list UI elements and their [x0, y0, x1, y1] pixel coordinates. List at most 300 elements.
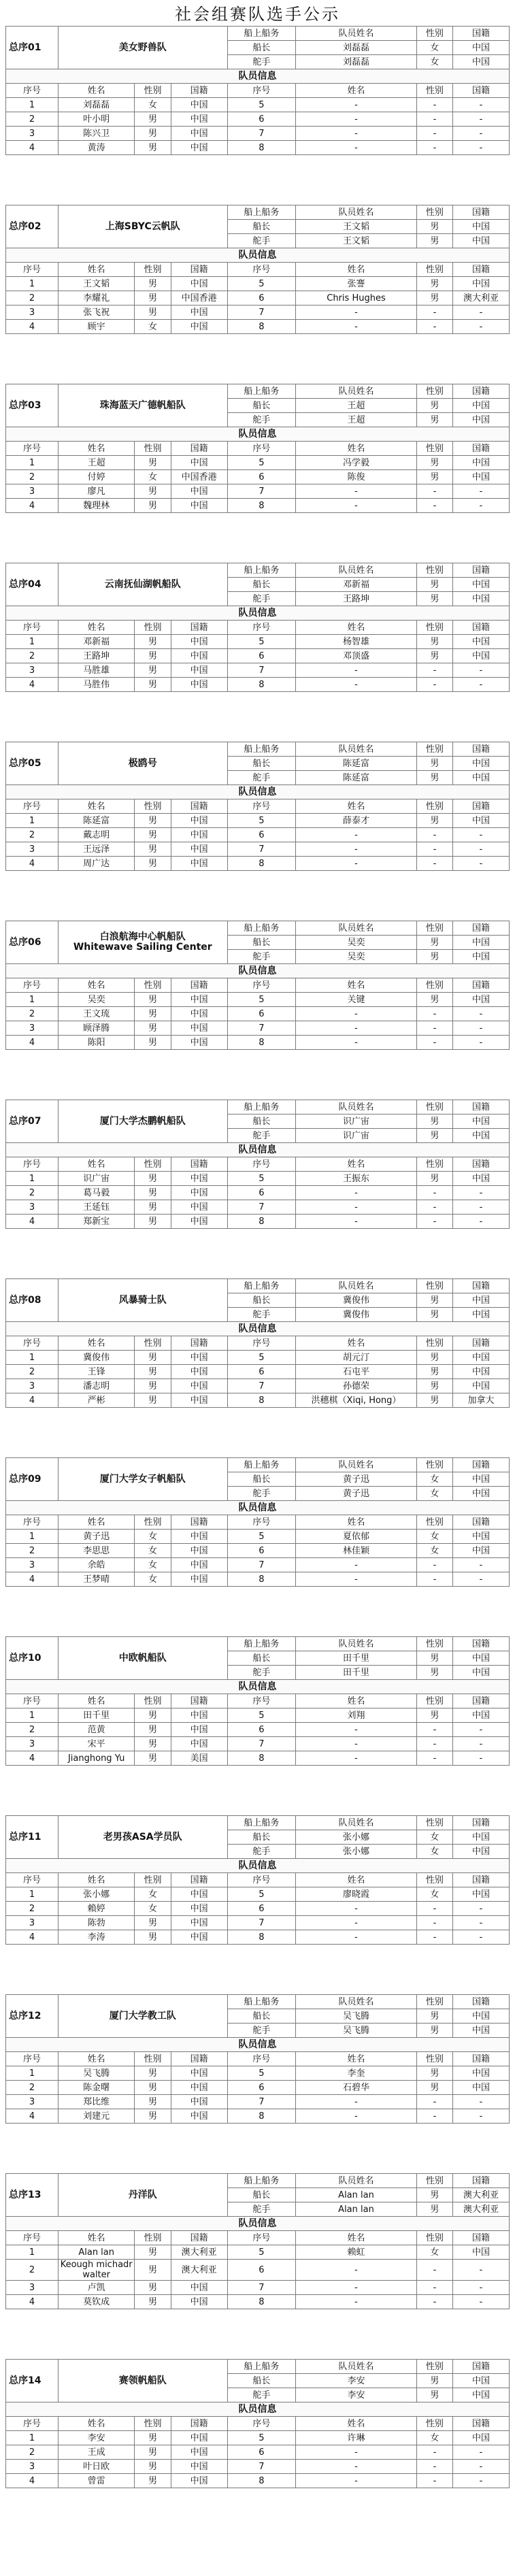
member-gender: 男: [135, 1365, 171, 1379]
member-row: [6, 1393, 510, 1408]
team-name-text: 丹洋队: [128, 2189, 157, 2200]
member-nationality: -: [453, 320, 510, 334]
member-seq: 6: [227, 2081, 296, 2095]
crew-header: 船上船务: [227, 205, 296, 220]
member-seq: 2: [6, 112, 59, 127]
member-name: 石屯平: [296, 1365, 417, 1379]
member-name: -: [296, 2295, 417, 2309]
team-order: 总序09: [6, 1458, 59, 1501]
member-seq: 4: [6, 1930, 59, 1945]
member-nationality: -: [453, 2445, 510, 2460]
member-nationality: -: [453, 842, 510, 857]
member-name: 冯学毅: [296, 456, 417, 470]
member-nationality: 中国: [171, 1723, 227, 1737]
member-gender: -: [416, 1186, 452, 1200]
member-seq: 6: [227, 649, 296, 663]
captain-name: 黄子迅: [296, 1472, 417, 1487]
member-seq: 1: [6, 2431, 59, 2445]
member-name: 卢凯: [58, 2281, 134, 2295]
column-header: 序号: [227, 799, 296, 814]
member-seq: 1: [6, 1530, 59, 1544]
member-nationality: -: [453, 1186, 510, 1200]
column-header: 国籍: [453, 1157, 510, 1172]
member-gender: -: [416, 320, 452, 334]
member-gender: 男: [416, 993, 452, 1007]
member-gender: 男: [135, 993, 171, 1007]
member-nationality: 中国: [453, 1530, 510, 1544]
role-helm: 舵手: [227, 771, 296, 785]
member-nationality: 中国: [453, 1379, 510, 1393]
member-name: 王文琉: [58, 1007, 134, 1021]
team-info-header: 队员信息: [6, 1859, 510, 1873]
member-seq: 3: [6, 1558, 59, 1572]
member-seq: 6: [227, 291, 296, 306]
member-nationality: 中国: [171, 842, 227, 857]
column-header: 姓名: [296, 978, 417, 993]
column-header: 国籍: [453, 2231, 510, 2245]
crew-header: 船上船务: [227, 1816, 296, 1830]
role-captain: 船长: [227, 1114, 296, 1129]
member-nationality: 澳大利亚: [171, 2245, 227, 2260]
member-gender: -: [416, 2474, 452, 2488]
member-seq: 5: [227, 1172, 296, 1186]
member-nationality: 中国: [171, 1902, 227, 1916]
member-name-header: 队员姓名: [296, 742, 417, 757]
team-order: 总序11: [6, 1816, 59, 1859]
member-row: [6, 649, 510, 663]
member-seq: 3: [6, 1916, 59, 1930]
roster-page: [5, 0, 510, 2488]
member-gender: -: [416, 1036, 452, 1050]
member-row: [6, 127, 510, 141]
member-seq: 4: [6, 678, 59, 692]
nationality-header: 国籍: [453, 1279, 510, 1293]
column-header: 序号: [6, 1515, 59, 1530]
team-info-header: 队员信息: [6, 248, 510, 263]
member-name-header: 队员姓名: [296, 2360, 417, 2374]
member-nationality: 中国: [171, 1544, 227, 1558]
member-name: -: [296, 2460, 417, 2474]
member-gender: 男: [135, 2066, 171, 2081]
member-gender: 男: [135, 277, 171, 291]
column-header: 姓名: [296, 1694, 417, 1708]
member-name-header: 队员姓名: [296, 205, 417, 220]
member-row: [6, 2460, 510, 2474]
column-header: 姓名: [58, 2052, 134, 2066]
member-seq: 1: [6, 2245, 59, 2260]
role-helm: 舵手: [227, 1129, 296, 1143]
member-gender: 男: [135, 1916, 171, 1930]
member-seq: 5: [227, 1708, 296, 1723]
member-gender: 男: [135, 1751, 171, 1766]
member-name: -: [296, 1916, 417, 1930]
member-name-header: 队员姓名: [296, 1100, 417, 1114]
member-name: 冀俊伟: [58, 1351, 134, 1365]
member-seq: 1: [6, 456, 59, 470]
member-row: [6, 306, 510, 320]
member-nationality: 中国: [171, 2281, 227, 2295]
member-gender: -: [416, 2295, 452, 2309]
member-gender: 女: [135, 1887, 171, 1902]
column-header: 性别: [416, 621, 452, 635]
helm-gender: 男: [416, 1308, 452, 1322]
member-nationality: 中国: [171, 2431, 227, 2445]
team-info-header: 队员信息: [6, 1680, 510, 1694]
captain-name: 吴奕: [296, 936, 417, 950]
member-gender: 男: [416, 291, 452, 306]
member-row: [6, 1544, 510, 1558]
member-gender: 男: [135, 1172, 171, 1186]
member-gender: 男: [135, 814, 171, 828]
member-row: [6, 814, 510, 828]
team-table: [5, 1100, 510, 1229]
member-seq: 3: [6, 1021, 59, 1036]
column-header: 国籍: [453, 799, 510, 814]
column-header: 性别: [135, 2417, 171, 2431]
member-nationality: 澳大利亚: [171, 2260, 227, 2281]
nationality-header: 国籍: [453, 2360, 510, 2374]
team-order: 总序01: [6, 27, 59, 69]
member-row: [6, 635, 510, 649]
member-name: 杨智雄: [296, 635, 417, 649]
member-seq: 7: [227, 663, 296, 678]
member-row: [6, 2281, 510, 2295]
column-header: 性别: [135, 263, 171, 277]
member-nationality: 中国: [171, 320, 227, 334]
captain-gender: 男: [416, 2374, 452, 2388]
gender-header: 性别: [416, 1279, 452, 1293]
column-header: 国籍: [171, 1873, 227, 1887]
member-name: 廖晓霞: [296, 1887, 417, 1902]
member-nationality: 中国: [171, 306, 227, 320]
member-name: 严彬: [58, 1393, 134, 1408]
member-nationality: 中国: [171, 857, 227, 871]
column-header: 国籍: [171, 1515, 227, 1530]
helm-name: 陈延富: [296, 771, 417, 785]
member-name: -: [296, 499, 417, 513]
member-gender: 男: [135, 1351, 171, 1365]
member-nationality: 中国: [171, 112, 227, 127]
team-table: [5, 205, 510, 334]
captain-name: 邓新福: [296, 578, 417, 592]
nationality-header: 国籍: [453, 384, 510, 399]
team-name: [58, 384, 227, 427]
team-table: [5, 1815, 510, 1945]
column-header: 性别: [135, 799, 171, 814]
member-nationality: -: [453, 857, 510, 871]
team-name: [58, 2174, 227, 2217]
team-name-text: 赛领帆船队: [118, 2375, 167, 2386]
team-info-header: 队员信息: [6, 69, 510, 84]
member-gender: -: [416, 1572, 452, 1587]
captain-gender: 女: [416, 1830, 452, 1845]
member-name: -: [296, 1723, 417, 1737]
member-nationality: 中国: [453, 1544, 510, 1558]
member-name: 陈延富: [58, 814, 134, 828]
member-seq: 2: [6, 1007, 59, 1021]
column-header: 性别: [135, 84, 171, 98]
role-captain: 船长: [227, 41, 296, 55]
member-name: 陈金曙: [58, 2081, 134, 2095]
member-nationality: 中国: [453, 1172, 510, 1186]
team-table: [5, 921, 510, 1050]
member-seq: 6: [227, 470, 296, 484]
team-name: [58, 742, 227, 785]
column-header: 性别: [416, 1694, 452, 1708]
column-header: 国籍: [171, 1694, 227, 1708]
member-nationality: -: [453, 1036, 510, 1050]
column-header: 性别: [135, 2231, 171, 2245]
member-name: -: [296, 1558, 417, 1572]
member-seq: 6: [227, 112, 296, 127]
member-gender: 男: [416, 1365, 452, 1379]
column-header: 国籍: [171, 1336, 227, 1351]
helm-nationality: 中国: [453, 1308, 510, 1322]
member-gender: 男: [135, 1737, 171, 1751]
column-header: 姓名: [58, 442, 134, 456]
member-seq: 2: [6, 1544, 59, 1558]
gender-header: 性别: [416, 563, 452, 578]
team-name-english: Whitewave Sailing Center: [73, 942, 212, 953]
member-gender: 男: [416, 814, 452, 828]
member-row: [6, 484, 510, 499]
member-seq: 2: [6, 1902, 59, 1916]
member-seq: 1: [6, 2066, 59, 2081]
member-nationality: -: [453, 2260, 510, 2281]
team-order: 总序12: [6, 1995, 59, 2038]
captain-gender: 男: [416, 936, 452, 950]
role-captain: 船长: [227, 2188, 296, 2202]
member-row: [6, 1887, 510, 1902]
member-row: [6, 2081, 510, 2095]
member-gender: 男: [135, 678, 171, 692]
crew-header: 船上船务: [227, 1637, 296, 1651]
column-header: 国籍: [171, 442, 227, 456]
team-table: [5, 26, 510, 155]
member-name: 王延钰: [58, 1200, 134, 1215]
member-row: [6, 320, 510, 334]
captain-nationality: 中国: [453, 936, 510, 950]
member-nationality: -: [453, 1572, 510, 1587]
member-gender: 女: [416, 2245, 452, 2260]
member-gender: 男: [416, 1379, 452, 1393]
member-row: [6, 857, 510, 871]
member-name: 曾雷: [58, 2474, 134, 2488]
column-header: 性别: [416, 1873, 452, 1887]
member-nationality: -: [453, 1902, 510, 1916]
member-nationality: 中国: [171, 663, 227, 678]
role-captain: 船长: [227, 2374, 296, 2388]
team-name-text: 老男孩ASA学员队: [103, 1831, 182, 1843]
member-seq: 5: [227, 1530, 296, 1544]
column-header: 国籍: [453, 1515, 510, 1530]
member-name-header: 队员姓名: [296, 563, 417, 578]
member-row: [6, 141, 510, 155]
member-name: 黄子迅: [58, 1530, 134, 1544]
member-seq: 3: [6, 663, 59, 678]
column-header: 姓名: [58, 2231, 134, 2245]
member-gender: 男: [416, 635, 452, 649]
member-row: [6, 1930, 510, 1945]
member-name: 廖凡: [58, 484, 134, 499]
member-nationality: -: [453, 112, 510, 127]
member-seq: 2: [6, 649, 59, 663]
captain-name: 王文韬: [296, 220, 417, 234]
helm-gender: 男: [416, 1666, 452, 1680]
member-name: 叶日欧: [58, 2460, 134, 2474]
captain-name: Alan lan: [296, 2188, 417, 2202]
member-seq: 8: [227, 2474, 296, 2488]
member-name-header: 队员姓名: [296, 1279, 417, 1293]
helm-nationality: 澳大利亚: [453, 2202, 510, 2217]
column-header: 序号: [227, 2052, 296, 2066]
member-seq: 5: [227, 635, 296, 649]
gender-header: 性别: [416, 27, 452, 41]
member-nationality: 中国: [453, 1887, 510, 1902]
team-info-header: 队员信息: [6, 427, 510, 442]
member-gender: -: [416, 1558, 452, 1572]
member-name: -: [296, 663, 417, 678]
team-info-header: 队员信息: [6, 2402, 510, 2417]
gender-header: 性别: [416, 2174, 452, 2188]
helm-gender: 女: [416, 1845, 452, 1859]
nationality-header: 国籍: [453, 1100, 510, 1114]
captain-name: 王超: [296, 399, 417, 413]
captain-gender: 女: [416, 41, 452, 55]
member-seq: 3: [6, 127, 59, 141]
member-name-header: 队员姓名: [296, 921, 417, 936]
member-nationality: 中国: [171, 1186, 227, 1200]
member-nationality: -: [453, 1021, 510, 1036]
member-nationality: -: [453, 1916, 510, 1930]
column-header: 序号: [6, 1157, 59, 1172]
team-name-text: 厦门大学教工队: [109, 2010, 176, 2021]
team-order: 总序03: [6, 384, 59, 427]
member-row: [6, 1558, 510, 1572]
helm-gender: 男: [416, 2202, 452, 2217]
column-header: 序号: [6, 799, 59, 814]
member-nationality: 中国: [171, 2460, 227, 2474]
member-seq: 3: [6, 842, 59, 857]
member-seq: 8: [227, 2109, 296, 2124]
member-name: 张謇: [296, 277, 417, 291]
member-gender: 男: [416, 1708, 452, 1723]
member-nationality: 中国: [171, 1558, 227, 1572]
member-name-header: 队员姓名: [296, 27, 417, 41]
crew-header: 船上船务: [227, 384, 296, 399]
member-name: Jianghong Yu: [58, 1751, 134, 1766]
team-list: [5, 26, 510, 2488]
member-gender: 男: [416, 2081, 452, 2095]
member-nationality: -: [453, 98, 510, 112]
member-name: 赖虹: [296, 2245, 417, 2260]
gender-header: 性别: [416, 1637, 452, 1651]
member-nationality: 中国: [171, 2066, 227, 2081]
gender-header: 性别: [416, 1816, 452, 1830]
member-row: [6, 663, 510, 678]
column-header: 姓名: [296, 84, 417, 98]
member-row: [6, 2295, 510, 2309]
column-header: 序号: [6, 84, 59, 98]
captain-nationality: 中国: [453, 41, 510, 55]
member-nationality: 中国: [171, 456, 227, 470]
member-seq: 6: [227, 2260, 296, 2281]
team-order: 总序07: [6, 1100, 59, 1143]
column-header: 序号: [227, 621, 296, 635]
column-header: 姓名: [296, 2052, 417, 2066]
team-order: 总序10: [6, 1637, 59, 1680]
team-info-header: 队员信息: [6, 785, 510, 799]
nationality-header: 国籍: [453, 27, 510, 41]
crew-header: 船上船务: [227, 2174, 296, 2188]
member-gender: 女: [135, 470, 171, 484]
member-name: 张飞祝: [58, 306, 134, 320]
helm-name: 田千里: [296, 1666, 417, 1680]
member-nationality: -: [453, 2474, 510, 2488]
member-seq: 8: [227, 857, 296, 871]
member-nationality: -: [453, 1930, 510, 1945]
member-seq: 1: [6, 1172, 59, 1186]
member-gender: 男: [135, 1215, 171, 1229]
column-header: 性别: [416, 978, 452, 993]
helm-name: 刘磊磊: [296, 55, 417, 69]
member-row: [6, 2431, 510, 2445]
member-name: -: [296, 1737, 417, 1751]
member-row: [6, 2066, 510, 2081]
member-name: -: [296, 1902, 417, 1916]
team-name: [58, 1279, 227, 1322]
member-name: 陈阳: [58, 1036, 134, 1050]
member-seq: 6: [227, 1186, 296, 1200]
role-captain: 船长: [227, 1651, 296, 1666]
gender-header: 性别: [416, 1458, 452, 1472]
role-helm: 舵手: [227, 1666, 296, 1680]
member-gender: 男: [135, 1379, 171, 1393]
role-captain: 船长: [227, 2009, 296, 2024]
member-name: 黄涛: [58, 141, 134, 155]
helm-name: 王文韬: [296, 234, 417, 248]
member-row: [6, 456, 510, 470]
member-name: -: [296, 1572, 417, 1587]
member-name: 邓顶盛: [296, 649, 417, 663]
captain-name: 刘磊磊: [296, 41, 417, 55]
team-table: [5, 1278, 510, 1408]
column-header: 性别: [416, 1336, 452, 1351]
helm-gender: 男: [416, 771, 452, 785]
member-gender: 男: [135, 828, 171, 842]
member-row: [6, 1172, 510, 1186]
member-name: -: [296, 141, 417, 155]
nationality-header: 国籍: [453, 921, 510, 936]
member-seq: 6: [227, 1007, 296, 1021]
member-gender: -: [416, 1737, 452, 1751]
member-nationality: 中国: [171, 277, 227, 291]
column-header: 姓名: [296, 1157, 417, 1172]
column-header: 序号: [6, 1873, 59, 1887]
captain-nationality: 中国: [453, 1293, 510, 1308]
member-gender: -: [416, 1007, 452, 1021]
member-name: 胡元汀: [296, 1351, 417, 1365]
member-nationality: 中国: [171, 1737, 227, 1751]
member-name: 马胜雄: [58, 663, 134, 678]
member-name: -: [296, 2474, 417, 2488]
member-seq: 2: [6, 2260, 59, 2281]
captain-gender: 男: [416, 220, 452, 234]
captain-name: 李安: [296, 2374, 417, 2388]
member-nationality: 中国: [453, 1351, 510, 1365]
member-gender: 男: [135, 2260, 171, 2281]
column-header: 国籍: [453, 621, 510, 635]
